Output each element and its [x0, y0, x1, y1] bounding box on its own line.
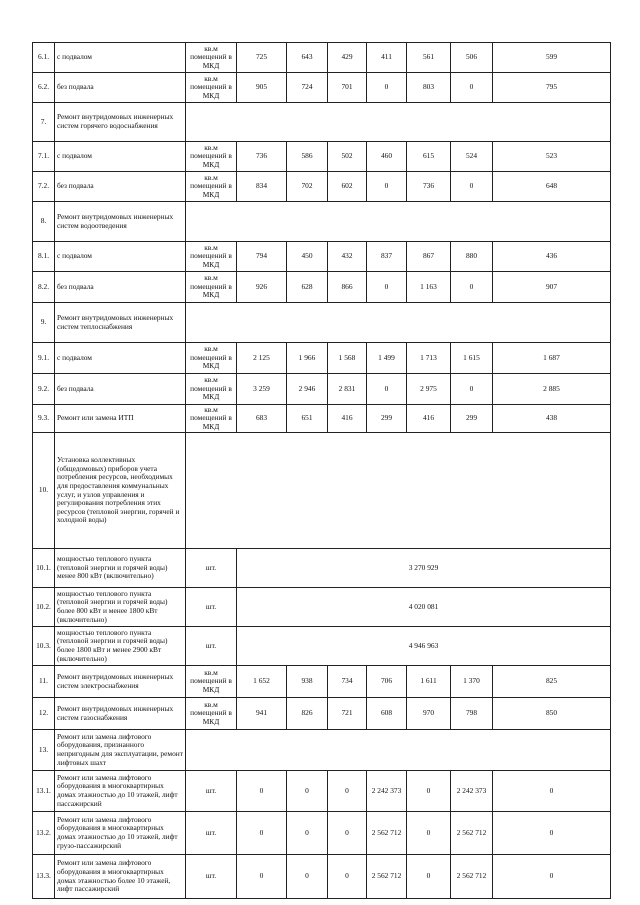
row-number-cell: 7.1. [33, 142, 55, 172]
value-cell: 2 242 373 [451, 771, 493, 812]
value-cell: 938 [287, 666, 328, 698]
value-cell: 0 [493, 812, 611, 855]
merged-value-cell: 3 270 929 [237, 549, 611, 588]
work-name-cell: с подвалом [55, 43, 186, 73]
row-number-cell: 13. [33, 730, 55, 771]
value-cell: 734 [328, 666, 367, 698]
value-cell: 651 [287, 405, 328, 433]
value-cell: 1 615 [451, 343, 493, 374]
table-row [33, 343, 611, 374]
value-cell: 795 [493, 73, 611, 103]
value-cell: 701 [328, 73, 367, 103]
unit-cell: кв.м помещений в МКД [186, 272, 237, 303]
unit-cell: кв.м помещений в МКД [186, 142, 237, 172]
value-cell: 0 [451, 272, 493, 303]
section-header-row [33, 730, 611, 771]
value-cell: 826 [287, 698, 328, 730]
value-cell: 416 [328, 405, 367, 433]
value-cell: 436 [493, 242, 611, 272]
table-row [33, 142, 611, 172]
value-cell: 438 [493, 405, 611, 433]
work-name-cell: Ремонт внутридомовых инженерных систем газоснабжения [55, 698, 186, 730]
unit-cell: кв.м помещений в МКД [186, 73, 237, 103]
section-header-row [33, 303, 611, 343]
unit-cell: шт. [186, 627, 237, 666]
value-cell: 905 [237, 73, 287, 103]
value-cell: 502 [328, 142, 367, 172]
value-cell: 2 885 [493, 374, 611, 405]
value-cell: 299 [367, 405, 407, 433]
value-cell: 0 [493, 855, 611, 899]
value-cell: 3 259 [237, 374, 287, 405]
value-cell: 1 370 [451, 666, 493, 698]
work-name-cell: без подвала [55, 172, 186, 202]
value-cell: 648 [493, 172, 611, 202]
work-name-cell: мощностью теплового пункта (тепловой энергии и горячей воды) менее 800 кВт (включительно) [55, 549, 186, 588]
value-cell: 725 [237, 43, 287, 73]
value-cell: 2 831 [328, 374, 367, 405]
value-cell: 0 [287, 771, 328, 812]
empty-merged-cell [186, 433, 611, 549]
value-cell: 0 [407, 855, 451, 899]
table-row [33, 73, 611, 103]
row-number-cell: 6.1. [33, 43, 55, 73]
value-cell: 834 [237, 172, 287, 202]
empty-merged-cell [186, 303, 611, 343]
value-cell: 2 562 712 [367, 855, 407, 899]
section-header-row [33, 433, 611, 549]
value-cell: 0 [451, 374, 493, 405]
value-cell: 1 163 [407, 272, 451, 303]
unit-cell: шт. [186, 771, 237, 812]
value-cell: 837 [367, 242, 407, 272]
work-name-cell: с подвалом [55, 142, 186, 172]
value-cell: 0 [287, 855, 328, 899]
unit-cell: шт. [186, 549, 237, 588]
value-cell: 0 [407, 812, 451, 855]
row-number-cell: 10.3. [33, 627, 55, 666]
unit-cell: шт. [186, 855, 237, 899]
value-cell: 721 [328, 698, 367, 730]
value-cell: 0 [328, 812, 367, 855]
section-title-cell: Ремонт внутридомовых инженерных систем теплоснабжения [55, 303, 186, 343]
work-name-cell: с подвалом [55, 343, 186, 374]
work-name-cell: с подвалом [55, 242, 186, 272]
unit-cell: кв.м помещений в МКД [186, 698, 237, 730]
work-name-cell: Ремонт внутридомовых инженерных систем электроснабжения [55, 666, 186, 698]
value-cell: 561 [407, 43, 451, 73]
work-name-cell: Ремонт или замена лифтового оборудования в многоквартирных домах этажностью более 10 этажей, лифт пассажирский [55, 855, 186, 899]
table-row [33, 812, 611, 855]
work-name-cell: мощностью теплового пункта (тепловой энергии и горячей воды) более 800 кВт и менее 1800 кВт (включительно) [55, 588, 186, 627]
row-number-cell: 10.1. [33, 549, 55, 588]
unit-cell: кв.м помещений в МКД [186, 374, 237, 405]
work-name-cell: Ремонт или замена ИТП [55, 405, 186, 433]
unit-cell: кв.м помещений в МКД [186, 43, 237, 73]
value-cell: 1 611 [407, 666, 451, 698]
unit-cell: кв.м помещений в МКД [186, 405, 237, 433]
value-cell: 608 [367, 698, 407, 730]
section-title-cell: Ремонт или замена лифтового оборудования, признанного непригодным для эксплуатации, ремонт лифтовых шахт [55, 730, 186, 771]
section-title-cell: Установка коллективных (общедомовых) приборов учета потребления ресурсов, необходимых для предоставления коммунальных услуг, и узлов управления и регулирования потребления этих ресурсов (тепловой энергии, горячей и холодной воды) [55, 433, 186, 549]
row-number-cell: 11. [33, 666, 55, 698]
value-cell: 724 [287, 73, 328, 103]
value-cell: 628 [287, 272, 328, 303]
unit-cell: шт. [186, 588, 237, 627]
row-number-cell: 9. [33, 303, 55, 343]
unit-cell: шт. [186, 812, 237, 855]
value-cell: 907 [493, 272, 611, 303]
table-row [33, 405, 611, 433]
value-cell: 0 [493, 771, 611, 812]
work-name-cell: Ремонт или замена лифтового оборудования в многоквартирных домах этажностью до 10 этажей, лифт пассажирский [55, 771, 186, 812]
value-cell: 1 713 [407, 343, 451, 374]
value-cell: 0 [328, 771, 367, 812]
value-cell: 506 [451, 43, 493, 73]
table-body [33, 43, 611, 899]
value-cell: 602 [328, 172, 367, 202]
value-cell: 702 [287, 172, 328, 202]
value-cell: 941 [237, 698, 287, 730]
value-cell: 867 [407, 242, 451, 272]
value-cell: 416 [407, 405, 451, 433]
row-number-cell: 9.1. [33, 343, 55, 374]
rates-table [32, 42, 611, 899]
table-row [33, 698, 611, 730]
row-number-cell: 13.1. [33, 771, 55, 812]
unit-cell: кв.м помещений в МКД [186, 343, 237, 374]
row-number-cell: 8.1. [33, 242, 55, 272]
section-header-row [33, 103, 611, 142]
row-number-cell: 8. [33, 202, 55, 242]
document-page [32, 42, 610, 899]
work-name-cell: Ремонт или замена лифтового оборудования в многоквартирных домах этажностью до 10 этажей, лифт грузо-пассажирский [55, 812, 186, 855]
value-cell: 850 [493, 698, 611, 730]
table-row [33, 627, 611, 666]
row-number-cell: 8.2. [33, 272, 55, 303]
value-cell: 2 946 [287, 374, 328, 405]
merged-value-cell: 4 946 963 [237, 627, 611, 666]
row-number-cell: 9.2. [33, 374, 55, 405]
merged-value-cell: 4 020 081 [237, 588, 611, 627]
value-cell: 0 [237, 812, 287, 855]
empty-merged-cell [186, 103, 611, 142]
table-row [33, 172, 611, 202]
value-cell: 0 [287, 812, 328, 855]
value-cell: 523 [493, 142, 611, 172]
value-cell: 1 499 [367, 343, 407, 374]
work-name-cell: без подвала [55, 374, 186, 405]
table-row [33, 771, 611, 812]
table-row [33, 588, 611, 627]
value-cell: 798 [451, 698, 493, 730]
value-cell: 0 [328, 855, 367, 899]
value-cell: 1 966 [287, 343, 328, 374]
value-cell: 299 [451, 405, 493, 433]
table-row [33, 43, 611, 73]
table-row [33, 272, 611, 303]
value-cell: 450 [287, 242, 328, 272]
value-cell: 0 [237, 855, 287, 899]
table-row [33, 549, 611, 588]
value-cell: 2 125 [237, 343, 287, 374]
row-number-cell: 10.2. [33, 588, 55, 627]
row-number-cell: 12. [33, 698, 55, 730]
value-cell: 926 [237, 272, 287, 303]
value-cell: 2 562 712 [451, 855, 493, 899]
row-number-cell: 13.3. [33, 855, 55, 899]
work-name-cell: мощностью теплового пункта (тепловой энергии и горячей воды) более 1800 кВт и менее 2900 кВт (включительно) [55, 627, 186, 666]
work-name-cell: без подвала [55, 272, 186, 303]
value-cell: 0 [407, 771, 451, 812]
section-header-row [33, 202, 611, 242]
empty-merged-cell [186, 202, 611, 242]
value-cell: 970 [407, 698, 451, 730]
table-row [33, 242, 611, 272]
value-cell: 429 [328, 43, 367, 73]
value-cell: 1 568 [328, 343, 367, 374]
unit-cell: кв.м помещений в МКД [186, 172, 237, 202]
unit-cell: кв.м помещений в МКД [186, 666, 237, 698]
value-cell: 2 562 712 [367, 812, 407, 855]
value-cell: 794 [237, 242, 287, 272]
value-cell: 0 [367, 272, 407, 303]
value-cell: 866 [328, 272, 367, 303]
row-number-cell: 9.3. [33, 405, 55, 433]
value-cell: 0 [451, 73, 493, 103]
value-cell: 706 [367, 666, 407, 698]
value-cell: 524 [451, 142, 493, 172]
value-cell: 1 687 [493, 343, 611, 374]
value-cell: 599 [493, 43, 611, 73]
value-cell: 0 [367, 374, 407, 405]
value-cell: 803 [407, 73, 451, 103]
value-cell: 880 [451, 242, 493, 272]
value-cell: 643 [287, 43, 328, 73]
table-row [33, 666, 611, 698]
row-number-cell: 13.2. [33, 812, 55, 855]
empty-merged-cell [186, 730, 611, 771]
value-cell: 586 [287, 142, 328, 172]
row-number-cell: 7. [33, 103, 55, 142]
row-number-cell: 6.2. [33, 73, 55, 103]
row-number-cell: 7.2. [33, 172, 55, 202]
row-number-cell: 10. [33, 433, 55, 549]
value-cell: 1 652 [237, 666, 287, 698]
value-cell: 411 [367, 43, 407, 73]
value-cell: 683 [237, 405, 287, 433]
value-cell: 0 [237, 771, 287, 812]
table-row [33, 374, 611, 405]
table-row [33, 855, 611, 899]
value-cell: 615 [407, 142, 451, 172]
section-title-cell: Ремонт внутридомовых инженерных систем водоотведения [55, 202, 186, 242]
value-cell: 460 [367, 142, 407, 172]
value-cell: 0 [367, 172, 407, 202]
value-cell: 2 975 [407, 374, 451, 405]
section-title-cell: Ремонт внутридомовых инженерных систем горячего водоснабжения [55, 103, 186, 142]
work-name-cell: без подвала [55, 73, 186, 103]
value-cell: 736 [237, 142, 287, 172]
value-cell: 0 [367, 73, 407, 103]
unit-cell: кв.м помещений в МКД [186, 242, 237, 272]
value-cell: 0 [451, 172, 493, 202]
value-cell: 736 [407, 172, 451, 202]
value-cell: 432 [328, 242, 367, 272]
value-cell: 825 [493, 666, 611, 698]
value-cell: 2 562 712 [451, 812, 493, 855]
value-cell: 2 242 373 [367, 771, 407, 812]
